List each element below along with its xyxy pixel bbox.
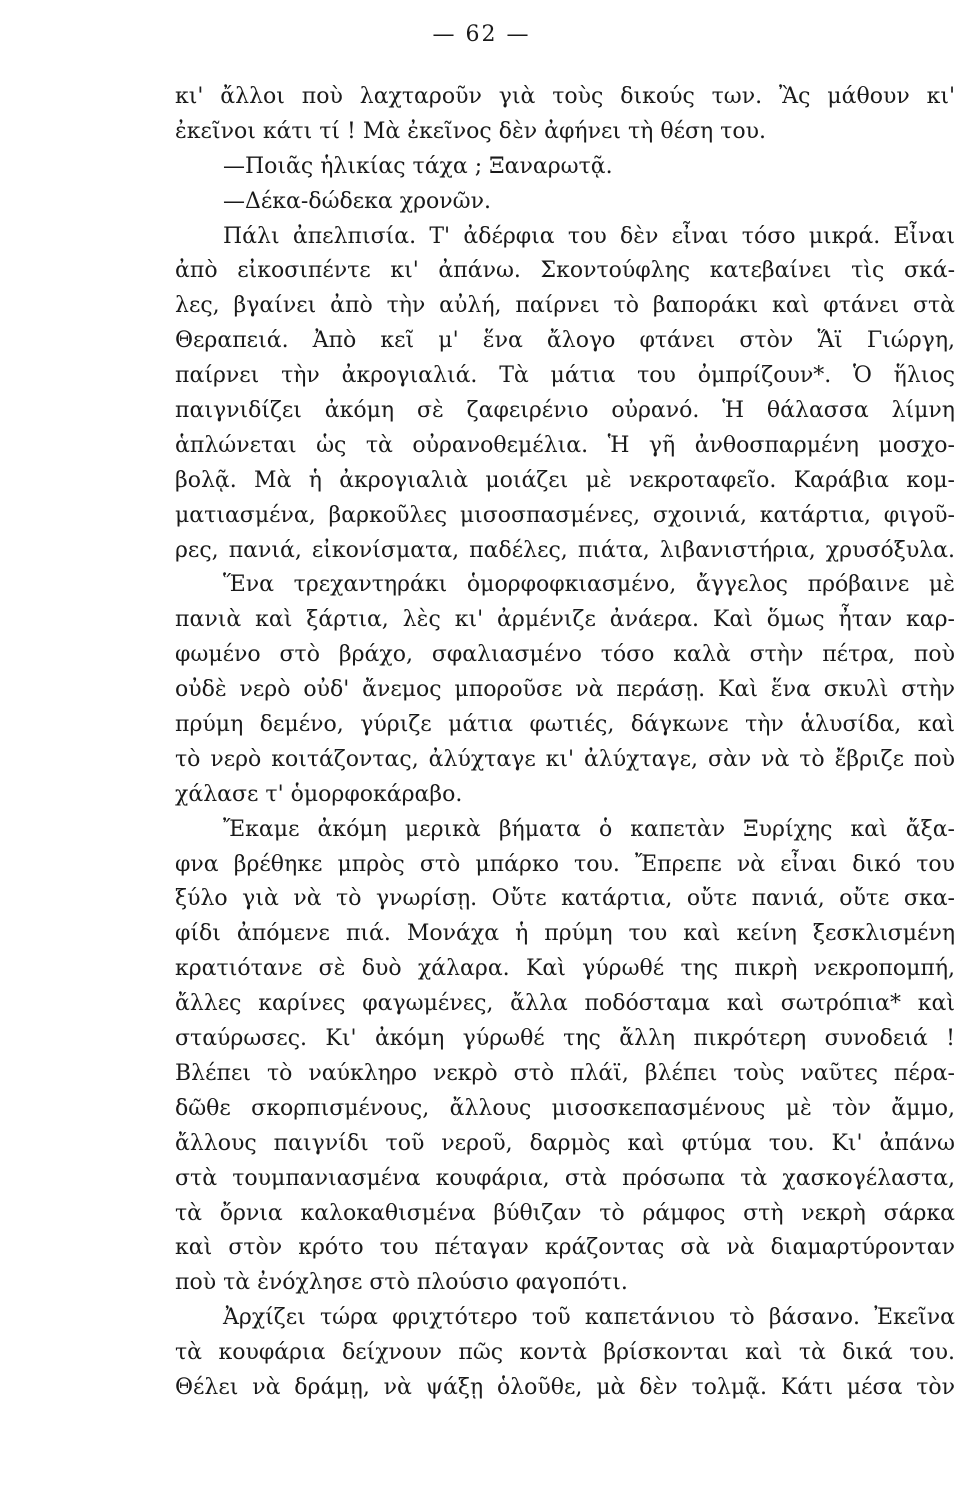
text-line: —Ποιᾶς ἡλικίας τάχα ; Ξαναρωτᾷ. [223, 153, 613, 179]
text-line: παιγνιδίζει ἀκόμη σὲ ζαφειρένιο οὐρανό. Ἡ θάλασσα λίμνη [175, 398, 955, 424]
text-line: Θεραπειά. Ἀπὸ κεῖ μ' ἕνα ἄλογο φτάνει στὸν Ἅϊ Γιώργη, [175, 328, 955, 354]
text-line: ἄλλες καρίνες φαγωμένες, ἄλλα ποδόσταμα καὶ σωτρόπια* καὶ [175, 991, 955, 1017]
text-line: Βλέπει τὸ ναύκληρο νεκρὸ στὸ πλάϊ, βλέπει τοὺς ναῦτες πέρα- [175, 1060, 955, 1086]
text-line: λες, βγαίνει ἀπὸ τὴν αὐλή, παίρνει τὸ βαποράκι καὶ φτάνει στὰ [175, 293, 955, 319]
text-line: χάλασε τ' ὁμορφοκάραβο. [175, 781, 463, 807]
text-line: σταύρωσες. Κι' ἀκόμη γύρωθέ της ἄλλη πικρότερη συνοδειά ! [175, 1026, 955, 1052]
text-line: ἄλλους παιγνίδι τοῦ νεροῦ, δαρμὸς καὶ φτύμα του. Κι' ἀπάνω [175, 1130, 955, 1156]
text-line: ἀπὸ εἰκοσιπέντε κι' ἀπάνω. Σκοντούφλης κατεβαίνει τὶς σκά- [175, 258, 955, 284]
text-line: δῶθε σκορπισμένους, ἄλλους μισοσκεπασμένους μὲ τὸν ἄμμο, [175, 1095, 955, 1121]
text-line: βολᾷ. Μὰ ἡ ἀκρογιαλιὰ μοιάζει μὲ νεκροταφεῖο. Καράβια κομ- [175, 467, 955, 493]
text-line: φωμένο στὸ βράχο, σφαλιασμένο τόσο καλὰ στὴν πέτρα, ποὺ [175, 642, 955, 668]
text-line: ματιασμένα, βαρκοῦλες μισοσπασμένες, σχοινιά, κατάρτια, φιγοῦ- [175, 502, 955, 528]
text-line: πανιὰ καὶ ξάρτια, λὲς κι' ἀρμένιζε ἀνάερα. Καὶ ὅμως ἦταν καρ- [175, 607, 955, 633]
text-line: ρες, πανιά, εἰκονίσματα, παδέλες, πιάτα, λιβανιστήρια, χρυσόξυλα. [175, 537, 955, 563]
text-line: καὶ στὸν κρότο του πέταγαν κράζοντας σὰ νὰ διαμαρτύρονταν [175, 1235, 955, 1261]
text-line: παίρνει τὴν ἀκρογιαλιά. Τὰ μάτια του ὀμπρίζουν*. Ὁ ἥλιος [175, 363, 955, 389]
text-line: ἐκεῖνοι κάτι τί ! Μὰ ἐκεῖνος δὲν ἀφήνει τὴ θέση του. [175, 118, 766, 144]
text-line: τὸ νερὸ κοιτάζοντας, ἀλύχταγε κι' ἀλύχταγε, σὰν νὰ τὸ ἔβριζε ποὺ [175, 746, 955, 772]
body-text [175, 80, 955, 1406]
text-line: ξύλο γιὰ νὰ τὸ γνωρίσῃ. Οὔτε κατάρτια, οὔτε πανιά, οὔτε σκα- [175, 886, 955, 912]
text-line: Ἀρχίζει τώρα φριχτότερο τοῦ καπετάνιου τὸ βάσανο. Ἐκεῖνα [223, 1305, 955, 1331]
text-line: Ἕνα τρεχαντηράκι ὁμορφοφκιασμένο, ἄγγελος πρόβαινε μὲ [223, 572, 955, 598]
text-line: κρατιότανε σὲ δυὸ χάλαρα. Καὶ γύρωθέ της πικρὴ νεκροπομπή, [175, 956, 955, 982]
text-line: οὐδὲ νερὸ οὐδ' ἄνεμος μποροῦσε νὰ περάσῃ. Καὶ ἕνα σκυλὶ στὴν [175, 677, 955, 703]
text-line: τὰ κουφάρια δείχνουν πῶς κοντὰ βρίσκονται καὶ τὰ δικά του. [175, 1340, 955, 1366]
text-line: στὰ τουμπανιασμένα κουφάρια, στὰ πρόσωπα τὰ χασκογέλαστα, [175, 1165, 955, 1191]
text-line: Θέλει νὰ δράμῃ, νὰ ψάξῃ ὁλοῦθε, μὰ δὲν τολμᾷ. Κάτι μέσα τὸν [175, 1374, 955, 1400]
text-line: ἁπλώνεται ὡς τὰ οὐρανοθεμέλια. Ἡ γῆ ἀνθοσπαρμένη μοσχο- [175, 432, 955, 458]
text-line: κι' ἄλλοι ποὺ λαχταροῦν γιὰ τοὺς δικούς των. Ἂς μάθουν κι' [175, 84, 955, 109]
text-line: Ἔκαμε ἀκόμη μερικὰ βήματα ὁ καπετὰν Ξυρίχης καὶ ἄξα- [223, 816, 955, 842]
text-line: φνα βρέθηκε μπρὸς στὸ μπάρκο του. Ἔπρεπε νὰ εἶναι δικό του [175, 851, 955, 877]
text-line: ποὺ τὰ ἐνόχλησε στὸ πλούσιο φαγοπότι. [175, 1270, 628, 1296]
text-line: φίδι ἀπόμενε πιά. Μονάχα ἡ πρύμη του καὶ κείνη ξεσκλισμένη [175, 921, 955, 947]
text-line: τὰ ὄρνια καλοκαθισμένα βύθιζαν τὸ ράμφος στὴ νεκρὴ σάρκα [175, 1200, 955, 1226]
text-line: Πάλι ἀπελπισία. Τ' ἀδέρφια του δὲν εἶναι τόσο μικρά. Εἶναι [223, 223, 955, 249]
text-line: —Δέκα-δώδεκα χρονῶν. [223, 188, 491, 214]
text-line: πρύμη δεμένο, γύριζε μάτια φωτιές, δάγκωνε τὴν ἁλυσίδα, καὶ [175, 712, 955, 738]
page-number: — 62 — [432, 22, 531, 47]
